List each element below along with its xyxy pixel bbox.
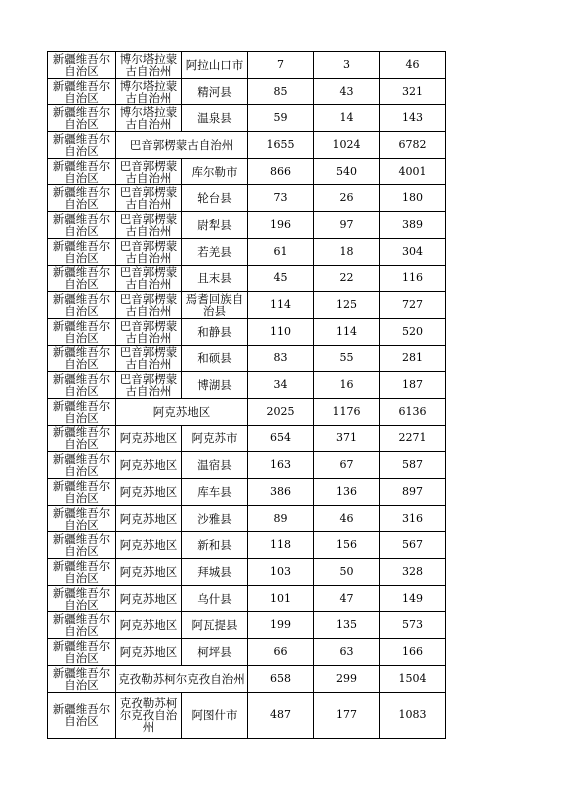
cell-v1: 654 xyxy=(248,425,314,452)
cell-prefecture: 巴音郭楞蒙古自治州 xyxy=(116,318,182,345)
table-row xyxy=(48,238,446,265)
cell-v1: 163 xyxy=(248,452,314,479)
cell-county: 库车县 xyxy=(182,479,248,506)
cell-prefecture: 巴音郭楞蒙古自治州 xyxy=(116,265,182,292)
cell-county: 精河县 xyxy=(182,78,248,105)
cell-region: 新疆维吾尔自治区 xyxy=(48,692,116,738)
cell-prefecture: 阿克苏地区 xyxy=(116,532,182,559)
cell-v1: 2025 xyxy=(248,398,314,425)
cell-region: 新疆维吾尔自治区 xyxy=(48,78,116,105)
table-row xyxy=(48,265,446,292)
cell-region: 新疆维吾尔自治区 xyxy=(48,639,116,666)
cell-region: 新疆维吾尔自治区 xyxy=(48,372,116,399)
cell-prefecture: 巴音郭楞蒙古自治州 xyxy=(116,185,182,212)
cell-county: 和静县 xyxy=(182,318,248,345)
cell-v3: 166 xyxy=(380,639,446,666)
table-row xyxy=(48,158,446,185)
cell-v2: 177 xyxy=(314,692,380,738)
cell-region: 新疆维吾尔自治区 xyxy=(48,665,116,692)
cell-v2: 136 xyxy=(314,479,380,506)
cell-county: 新和县 xyxy=(182,532,248,559)
cell-v1: 66 xyxy=(248,639,314,666)
cell-v3: 520 xyxy=(380,318,446,345)
cell-v2: 18 xyxy=(314,238,380,265)
cell-prefecture: 巴音郭楞蒙古自治州 xyxy=(116,372,182,399)
cell-merged: 克孜勒苏柯尔克孜自治州 xyxy=(116,665,248,692)
cell-v2: 1024 xyxy=(314,132,380,159)
cell-prefecture: 阿克苏地区 xyxy=(116,452,182,479)
cell-v1: 7 xyxy=(248,52,314,79)
cell-v1: 73 xyxy=(248,185,314,212)
cell-prefecture: 阿克苏地区 xyxy=(116,559,182,586)
cell-v2: 3 xyxy=(314,52,380,79)
cell-region: 新疆维吾尔自治区 xyxy=(48,105,116,132)
cell-v2: 26 xyxy=(314,185,380,212)
data-table xyxy=(47,51,446,739)
cell-v2: 97 xyxy=(314,212,380,239)
table-row xyxy=(48,372,446,399)
cell-v2: 16 xyxy=(314,372,380,399)
cell-region: 新疆维吾尔自治区 xyxy=(48,132,116,159)
cell-v1: 114 xyxy=(248,292,314,319)
cell-merged: 巴音郭楞蒙古自治州 xyxy=(116,132,248,159)
cell-county: 若羌县 xyxy=(182,238,248,265)
cell-v3: 304 xyxy=(380,238,446,265)
cell-prefecture: 克孜勒苏柯尔克孜自治州 xyxy=(116,692,182,738)
cell-region: 新疆维吾尔自治区 xyxy=(48,452,116,479)
cell-v3: 4001 xyxy=(380,158,446,185)
cell-region: 新疆维吾尔自治区 xyxy=(48,265,116,292)
cell-v2: 1176 xyxy=(314,398,380,425)
cell-v1: 83 xyxy=(248,345,314,372)
cell-region: 新疆维吾尔自治区 xyxy=(48,612,116,639)
cell-v1: 110 xyxy=(248,318,314,345)
cell-prefecture: 博尔塔拉蒙古自治州 xyxy=(116,105,182,132)
cell-region: 新疆维吾尔自治区 xyxy=(48,345,116,372)
cell-v2: 22 xyxy=(314,265,380,292)
table-row xyxy=(48,559,446,586)
table-row xyxy=(48,425,446,452)
cell-region: 新疆维吾尔自治区 xyxy=(48,52,116,79)
cell-region: 新疆维吾尔自治区 xyxy=(48,479,116,506)
cell-v3: 727 xyxy=(380,292,446,319)
table-row xyxy=(48,692,446,738)
cell-v1: 1655 xyxy=(248,132,314,159)
cell-v3: 321 xyxy=(380,78,446,105)
cell-region: 新疆维吾尔自治区 xyxy=(48,185,116,212)
cell-region: 新疆维吾尔自治区 xyxy=(48,212,116,239)
cell-v3: 316 xyxy=(380,505,446,532)
cell-v2: 63 xyxy=(314,639,380,666)
cell-v2: 540 xyxy=(314,158,380,185)
cell-v2: 14 xyxy=(314,105,380,132)
cell-region: 新疆维吾尔自治区 xyxy=(48,532,116,559)
cell-v3: 149 xyxy=(380,585,446,612)
cell-v2: 299 xyxy=(314,665,380,692)
cell-v3: 6782 xyxy=(380,132,446,159)
cell-v3: 1504 xyxy=(380,665,446,692)
cell-prefecture: 巴音郭楞蒙古自治州 xyxy=(116,212,182,239)
cell-v3: 328 xyxy=(380,559,446,586)
cell-county: 阿图什市 xyxy=(182,692,248,738)
cell-v3: 6136 xyxy=(380,398,446,425)
cell-v1: 196 xyxy=(248,212,314,239)
table-body xyxy=(48,52,446,739)
table-row xyxy=(48,505,446,532)
cell-v3: 46 xyxy=(380,52,446,79)
cell-v3: 2271 xyxy=(380,425,446,452)
cell-county: 乌什县 xyxy=(182,585,248,612)
cell-v2: 125 xyxy=(314,292,380,319)
cell-prefecture: 阿克苏地区 xyxy=(116,585,182,612)
table-row xyxy=(48,52,446,79)
cell-v3: 180 xyxy=(380,185,446,212)
table-row xyxy=(48,665,446,692)
cell-prefecture: 巴音郭楞蒙古自治州 xyxy=(116,238,182,265)
cell-county: 拜城县 xyxy=(182,559,248,586)
cell-region: 新疆维吾尔自治区 xyxy=(48,158,116,185)
cell-region: 新疆维吾尔自治区 xyxy=(48,292,116,319)
cell-region: 新疆维吾尔自治区 xyxy=(48,318,116,345)
cell-county: 尉犁县 xyxy=(182,212,248,239)
cell-v1: 103 xyxy=(248,559,314,586)
cell-v2: 43 xyxy=(314,78,380,105)
table-row xyxy=(48,479,446,506)
cell-v2: 114 xyxy=(314,318,380,345)
cell-county: 柯坪县 xyxy=(182,639,248,666)
table-row xyxy=(48,292,446,319)
cell-prefecture: 阿克苏地区 xyxy=(116,639,182,666)
cell-prefecture: 巴音郭楞蒙古自治州 xyxy=(116,158,182,185)
cell-v3: 389 xyxy=(380,212,446,239)
cell-prefecture: 阿克苏地区 xyxy=(116,612,182,639)
cell-county: 阿拉山口市 xyxy=(182,52,248,79)
cell-region: 新疆维吾尔自治区 xyxy=(48,585,116,612)
cell-region: 新疆维吾尔自治区 xyxy=(48,398,116,425)
cell-county: 库尔勒市 xyxy=(182,158,248,185)
cell-region: 新疆维吾尔自治区 xyxy=(48,505,116,532)
table-row xyxy=(48,398,446,425)
cell-county: 阿瓦提县 xyxy=(182,612,248,639)
cell-v2: 50 xyxy=(314,559,380,586)
cell-county: 轮台县 xyxy=(182,185,248,212)
cell-v1: 866 xyxy=(248,158,314,185)
cell-v1: 118 xyxy=(248,532,314,559)
cell-v1: 89 xyxy=(248,505,314,532)
cell-prefecture: 阿克苏地区 xyxy=(116,425,182,452)
cell-v3: 281 xyxy=(380,345,446,372)
cell-v3: 567 xyxy=(380,532,446,559)
cell-v2: 67 xyxy=(314,452,380,479)
table-row xyxy=(48,612,446,639)
cell-v3: 573 xyxy=(380,612,446,639)
cell-prefecture: 阿克苏地区 xyxy=(116,505,182,532)
cell-v1: 658 xyxy=(248,665,314,692)
cell-v2: 47 xyxy=(314,585,380,612)
cell-v1: 386 xyxy=(248,479,314,506)
cell-prefecture: 巴音郭楞蒙古自治州 xyxy=(116,292,182,319)
cell-prefecture: 巴音郭楞蒙古自治州 xyxy=(116,345,182,372)
table-row xyxy=(48,452,446,479)
cell-v3: 587 xyxy=(380,452,446,479)
cell-v3: 116 xyxy=(380,265,446,292)
cell-region: 新疆维吾尔自治区 xyxy=(48,559,116,586)
cell-v3: 143 xyxy=(380,105,446,132)
cell-region: 新疆维吾尔自治区 xyxy=(48,425,116,452)
cell-v2: 55 xyxy=(314,345,380,372)
cell-county: 且末县 xyxy=(182,265,248,292)
table-row xyxy=(48,185,446,212)
cell-county: 温宿县 xyxy=(182,452,248,479)
table-row xyxy=(48,585,446,612)
cell-v1: 487 xyxy=(248,692,314,738)
cell-v1: 85 xyxy=(248,78,314,105)
cell-v1: 45 xyxy=(248,265,314,292)
cell-v2: 135 xyxy=(314,612,380,639)
cell-v2: 46 xyxy=(314,505,380,532)
cell-v3: 1083 xyxy=(380,692,446,738)
cell-v1: 59 xyxy=(248,105,314,132)
cell-county: 沙雅县 xyxy=(182,505,248,532)
cell-county: 博湖县 xyxy=(182,372,248,399)
table-row xyxy=(48,212,446,239)
cell-county: 焉耆回族自治县 xyxy=(182,292,248,319)
cell-v2: 156 xyxy=(314,532,380,559)
cell-v1: 199 xyxy=(248,612,314,639)
cell-v3: 187 xyxy=(380,372,446,399)
cell-county: 和硕县 xyxy=(182,345,248,372)
table-row xyxy=(48,105,446,132)
cell-v3: 897 xyxy=(380,479,446,506)
cell-prefecture: 博尔塔拉蒙古自治州 xyxy=(116,78,182,105)
cell-region: 新疆维吾尔自治区 xyxy=(48,238,116,265)
cell-prefecture: 博尔塔拉蒙古自治州 xyxy=(116,52,182,79)
table-row xyxy=(48,345,446,372)
cell-v1: 61 xyxy=(248,238,314,265)
cell-county: 温泉县 xyxy=(182,105,248,132)
cell-v1: 34 xyxy=(248,372,314,399)
table-row xyxy=(48,132,446,159)
table-row xyxy=(48,78,446,105)
cell-merged: 阿克苏地区 xyxy=(116,398,248,425)
cell-prefecture: 阿克苏地区 xyxy=(116,479,182,506)
table-row xyxy=(48,318,446,345)
table-row xyxy=(48,639,446,666)
cell-v2: 371 xyxy=(314,425,380,452)
cell-county: 阿克苏市 xyxy=(182,425,248,452)
cell-v1: 101 xyxy=(248,585,314,612)
table-row xyxy=(48,532,446,559)
